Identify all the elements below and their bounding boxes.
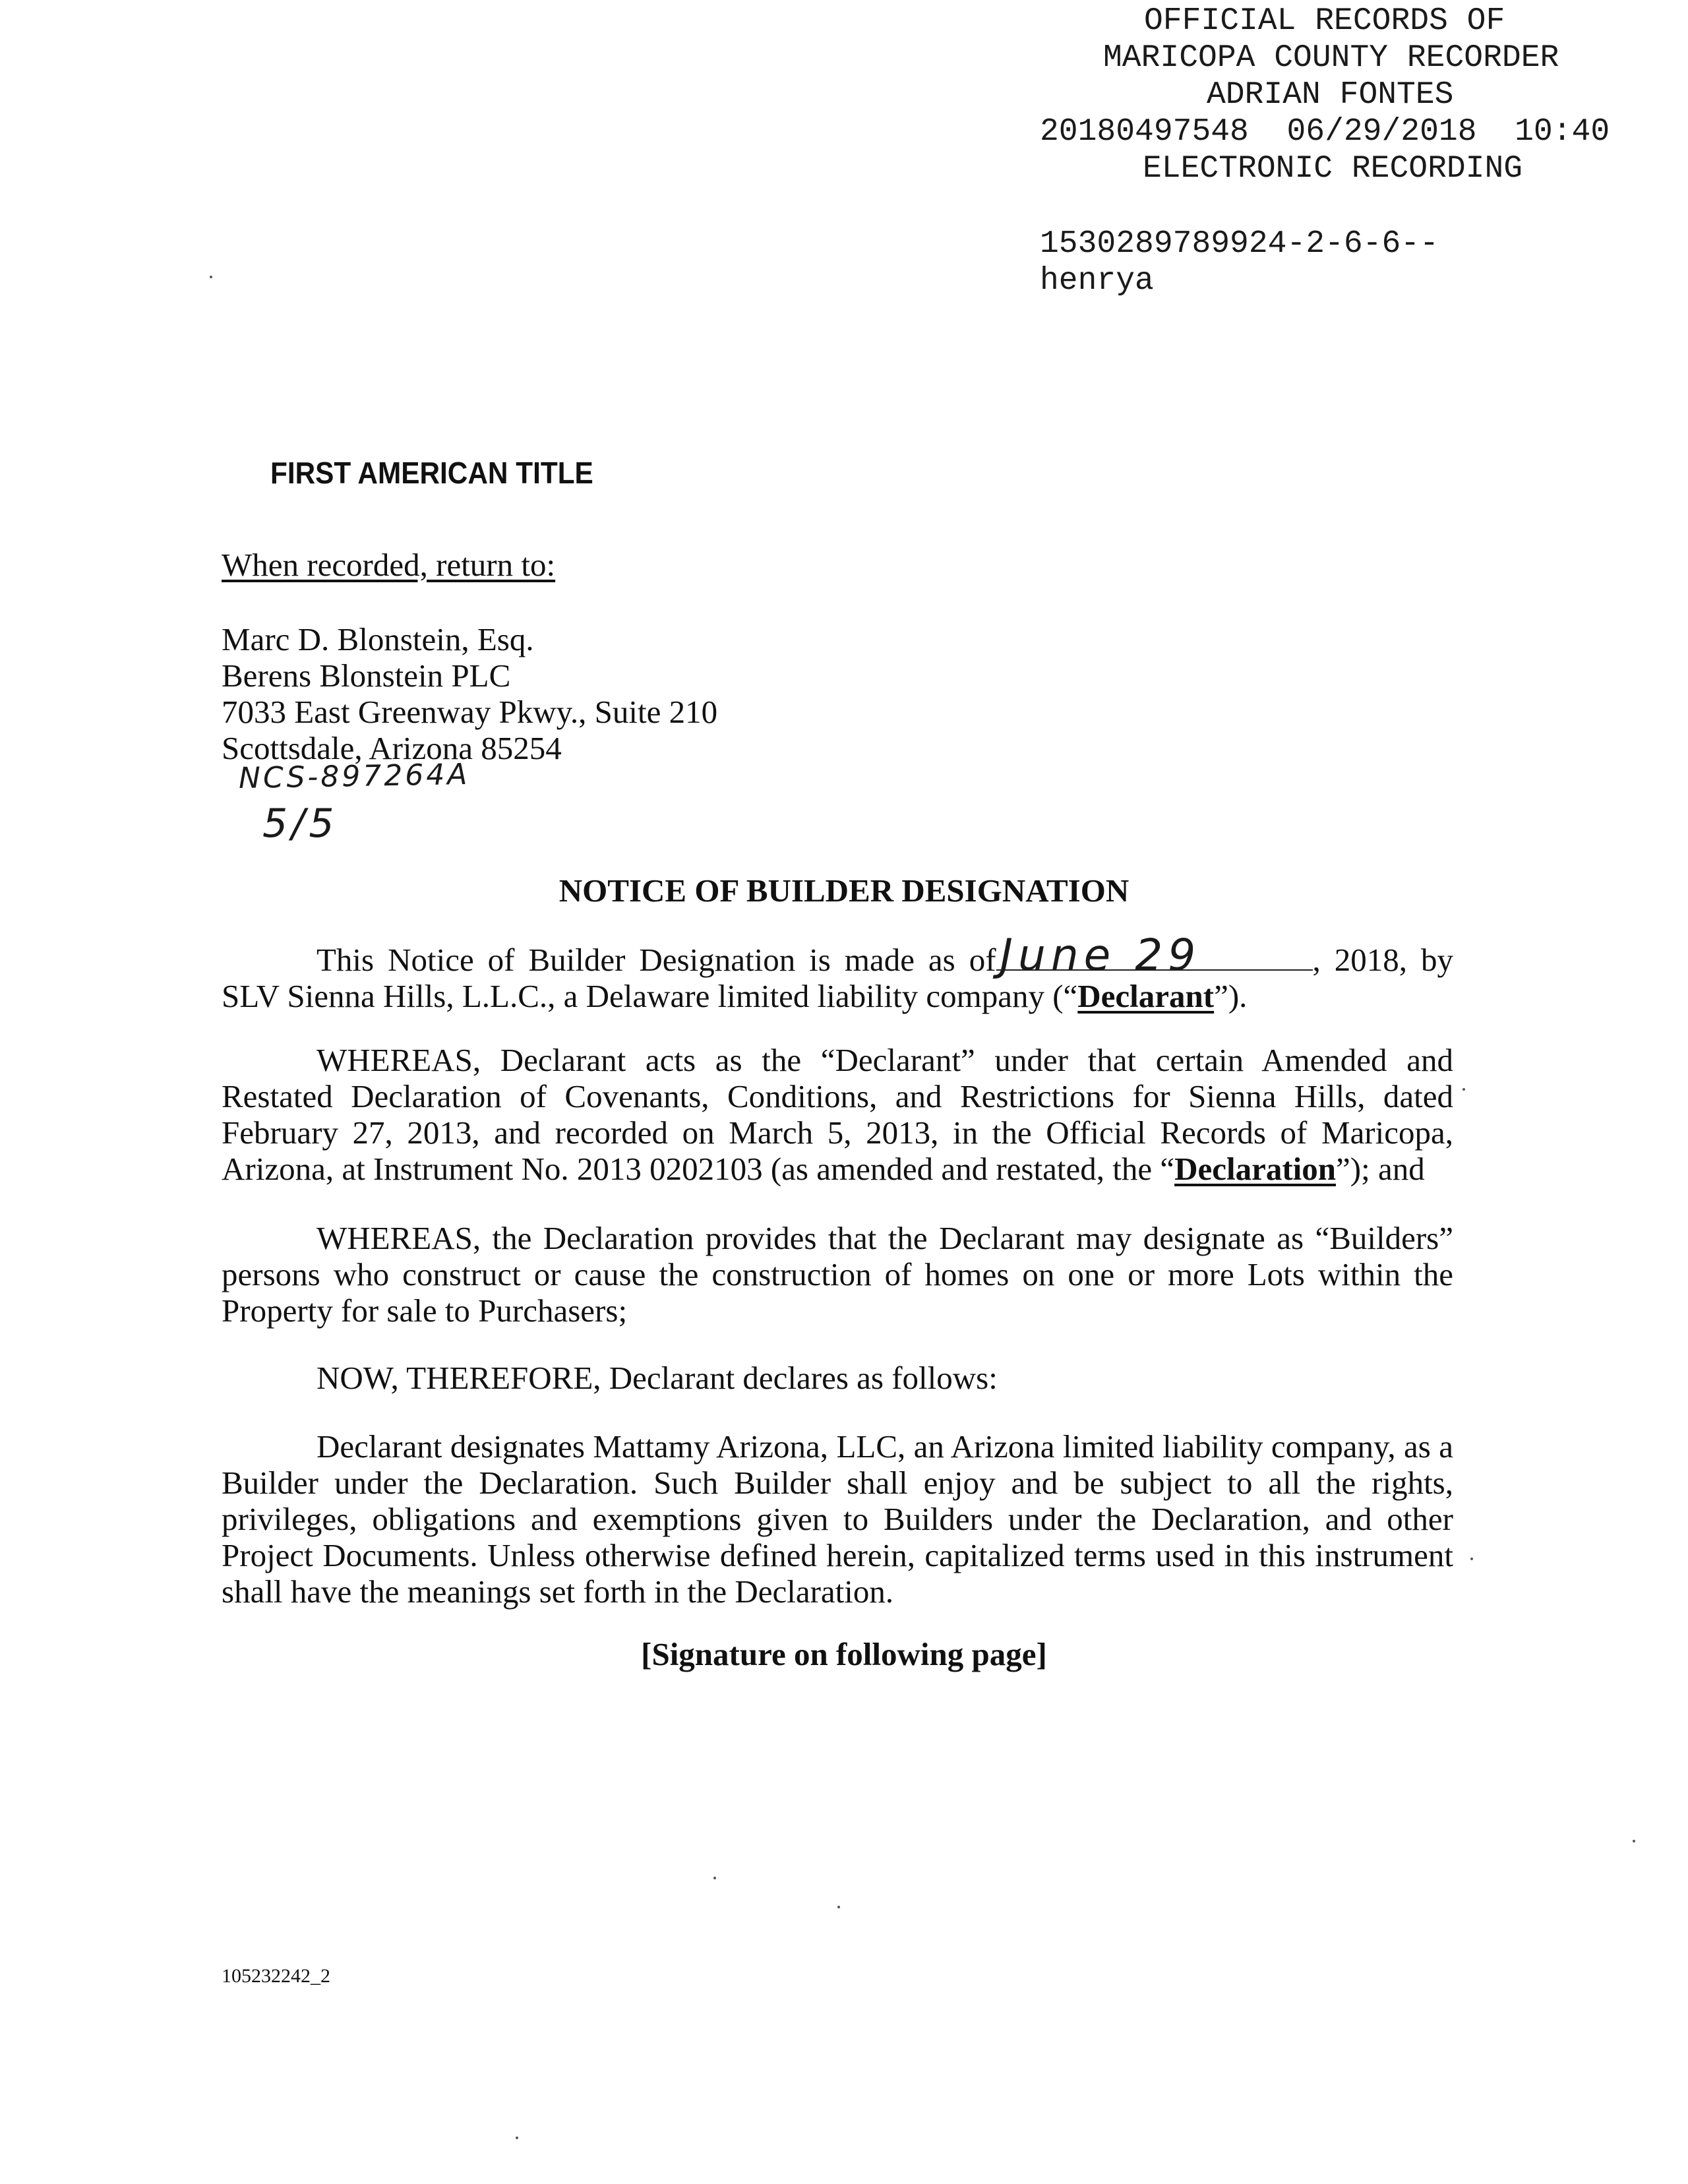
return-to-label: When recorded, return to: bbox=[222, 547, 556, 583]
address-line: Scottsdale, Arizona 85254 bbox=[222, 730, 562, 766]
now-therefore-text: NOW, THEREFORE, Declarant declares as follows: bbox=[316, 1360, 998, 1396]
whereas-declarant-text: WHEREAS, Declarant acts as the “Declarant” under that certain Amended and Restated Declaration of Covenants, Conditions, and Restrictions for Sienna Hills, dated February 27, 2013, and recorded on March 5, 2013, in the Official Records of Maricopa, Arizona, at Instrument No. 2013 0202103 (as amended and restated, the “ bbox=[222, 1042, 1453, 1187]
intro-text-b: , 2018, by SLV Sienna Hills, L.L.C., a Delaware limited liability company (“ bbox=[222, 942, 1453, 1014]
stamp-recorder-name: ADRIAN FONTES bbox=[1207, 77, 1454, 113]
stamp-user: henrya bbox=[1040, 263, 1154, 299]
whereas-declarant-end: ”); and bbox=[1336, 1151, 1425, 1187]
paragraph-designation bbox=[222, 1428, 1453, 1610]
address-line: 7033 East Greenway Pkwy., Suite 210 bbox=[222, 694, 718, 730]
stamp-record-number-date: 20180497548 06/29/2018 10:40 bbox=[1040, 114, 1610, 150]
paragraph-now-therefore bbox=[222, 1360, 1453, 1396]
scan-speck bbox=[713, 1877, 716, 1879]
title-company-logo: FIRST AMERICAN TITLE bbox=[270, 456, 593, 490]
signature-note: [Signature on following page] bbox=[641, 1636, 1047, 1672]
stamp-county-recorder: MARICOPA COUNTY RECORDER bbox=[1103, 40, 1559, 76]
designation-text: Declarant designates Mattamy Arizona, LLC, an Arizona limited liability company, as a Builder under the Declaration. Such Builder shall enjoy and be subject to all the rights, privileges, obligations and exemptions given to Builders under the Declaration, and other Project Documents. Unless otherwise defined herein, capitalized terms used in this instrument shall have the meanings set forth in the Declaration. bbox=[222, 1428, 1453, 1610]
paragraph-whereas-builders bbox=[222, 1220, 1453, 1329]
scan-speck bbox=[516, 2137, 518, 2139]
document-number: 105232242_2 bbox=[222, 1965, 330, 1987]
scan-speck bbox=[1633, 1840, 1635, 1842]
scan-speck bbox=[1470, 1558, 1473, 1560]
intro-text-c: ”). bbox=[1214, 978, 1248, 1014]
handwritten-page-count: 5/5 bbox=[262, 801, 338, 847]
recorder-stamp bbox=[0, 0, 1610, 332]
document-title: NOTICE OF BUILDER DESIGNATION bbox=[558, 872, 1130, 909]
return-address bbox=[222, 621, 717, 766]
scan-speck bbox=[837, 1906, 840, 1908]
paragraph-whereas-declarant bbox=[222, 1042, 1453, 1187]
whereas-builders-text: WHEREAS, the Declaration provides that the Declarant may designate as “Builders” persons who construct or cause the construction of homes on one or more Lots within the Property for sale to Purchasers; bbox=[222, 1220, 1453, 1329]
stamp-batch-id: 1530289789924-2-6-6-- bbox=[1040, 226, 1439, 262]
stamp-official-records: OFFICIAL RECORDS OF bbox=[1144, 3, 1505, 39]
defined-term-declaration: Declaration bbox=[1174, 1151, 1337, 1187]
stamp-recording-type: ELECTRONIC RECORDING bbox=[1143, 151, 1523, 187]
handwritten-date: June 29 bbox=[1000, 930, 1201, 981]
address-line: Berens Blonstein PLC bbox=[222, 657, 511, 694]
scan-speck bbox=[210, 276, 212, 278]
handwritten-order-number: NCS-897264A bbox=[238, 757, 470, 796]
intro-text-a: This Notice of Builder Designation is made as of bbox=[316, 942, 996, 978]
defined-term-declarant: Declarant bbox=[1077, 978, 1215, 1014]
address-line: Marc D. Blonstein, Esq. bbox=[222, 621, 534, 657]
scan-speck bbox=[1462, 1088, 1465, 1091]
paragraph-intro bbox=[222, 930, 1453, 1014]
date-blank-line bbox=[996, 930, 1313, 981]
